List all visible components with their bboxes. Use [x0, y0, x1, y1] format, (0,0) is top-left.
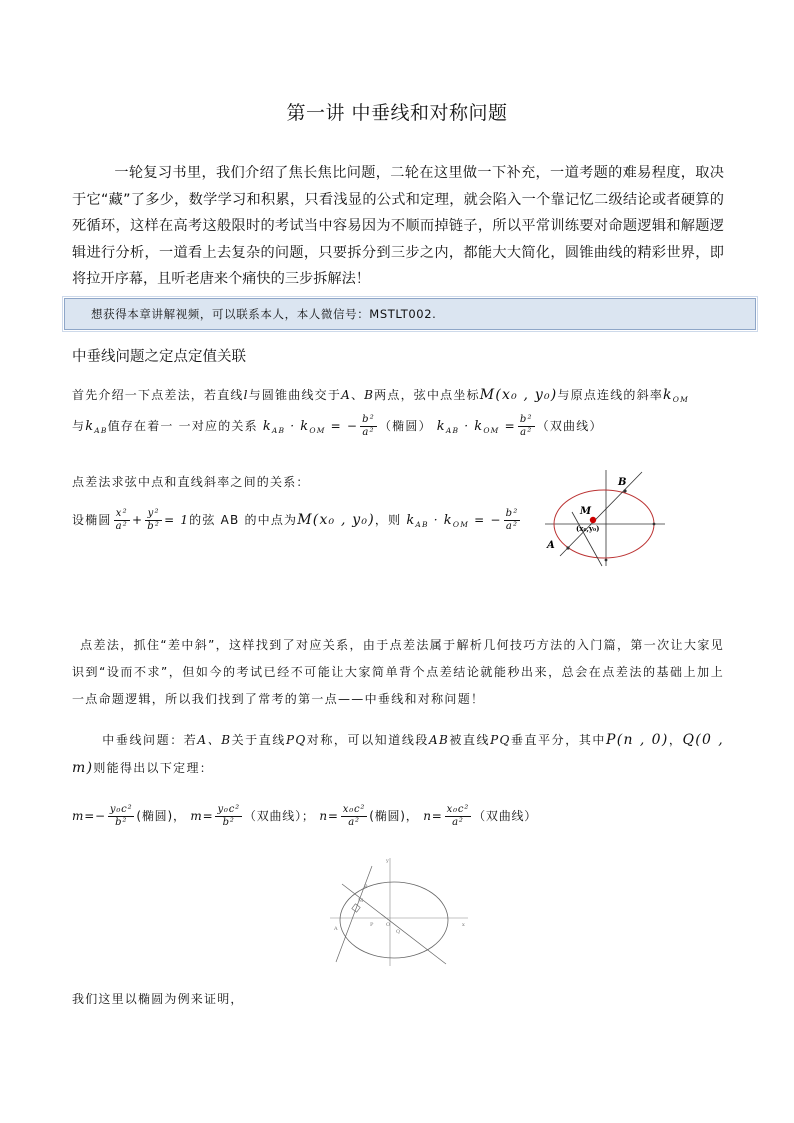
label-q: Q — [396, 929, 401, 935]
fraction — [215, 804, 241, 829]
text: 、 — [350, 388, 365, 402]
slope-symbol: k — [85, 419, 95, 434]
text: 则能得出以下定理： — [93, 761, 214, 775]
var-m: m — [190, 809, 203, 823]
page-title: 第一讲 中垂线和对称问题 — [286, 102, 508, 124]
ellipse — [340, 882, 448, 958]
label-m: M — [580, 506, 592, 517]
denominator: a² — [452, 817, 464, 828]
point-b-dot — [623, 489, 626, 492]
slope-symbol: k — [300, 419, 310, 434]
perpendicular-bisector-paragraph — [72, 726, 724, 782]
subscript: AB — [415, 520, 429, 529]
text: （椭圆） — [378, 419, 432, 433]
equals: = — [504, 419, 516, 433]
axis-dot — [653, 523, 656, 526]
line-pq: PQ — [490, 733, 511, 747]
numerator: x² — [114, 508, 130, 521]
subscript: OM — [672, 395, 689, 404]
numerator: b² — [519, 414, 533, 425]
intro-text: 一轮复习书里，我们介绍了焦长焦比问题，二轮在这里做一下补充，一道考题的难易程度，取决于它“藏”了多少，数学学习和积累，只看浅显的公式和定理，就会陷入一个靠记忆二级结论或者硬算的死循环，这样在高考这般限时的考试当中容易因为不顺而掉链子，所以平常训练要对命题逻辑和解题逻辑进行分析，一道看上去复杂的问题，只要拆分到三步之内，都能大大简化，圆锥曲线的精彩世界，即将拉开序幕，且听老唐来个痛快的三步拆解法！ — [72, 165, 724, 287]
denominator: a² — [362, 427, 375, 438]
label-a: A — [547, 540, 555, 551]
numerator: b² — [362, 414, 375, 425]
segment-ab: AB — [429, 733, 450, 747]
text: 关于直线 — [231, 733, 286, 747]
var-m: m — [72, 809, 85, 823]
midpoint-m — [590, 517, 596, 523]
text: 被直线 — [449, 733, 491, 747]
subscript: AB — [94, 426, 108, 435]
text: 首先介绍一下点差法，若直线 — [72, 388, 244, 402]
subscript: AB — [271, 426, 286, 435]
line-pq: PQ — [285, 733, 307, 747]
text: (椭圆) — [136, 809, 173, 823]
contact-notice: 想获得本章讲解视频，可以联系本人，本人微信号：MSTLT002. — [64, 298, 756, 330]
text: ， — [172, 809, 186, 823]
subscript: OM — [309, 426, 326, 435]
point-p: P(n , 0) — [606, 732, 669, 748]
fraction — [341, 804, 367, 829]
text: （双曲线） — [536, 419, 603, 433]
label-p: P — [370, 922, 374, 928]
text: 与原点连线的斜率 — [557, 388, 664, 402]
line-symbol: l — [243, 388, 249, 402]
label-coord: (x₀,y₀) — [576, 524, 600, 533]
fraction — [445, 804, 471, 829]
numerator: x₀c² — [446, 804, 470, 815]
theorem-formulas — [72, 804, 537, 829]
numerator: y₀c² — [217, 804, 240, 815]
text: 设椭圆 — [72, 513, 112, 527]
equals-one: = 1 — [164, 513, 190, 527]
text: ，则 — [374, 513, 402, 527]
label-b: B — [364, 884, 368, 890]
fraction — [108, 804, 134, 829]
text: 值存在着一 一对应的关系 — [107, 419, 258, 433]
var-n: n — [423, 809, 432, 823]
numerator: b² — [505, 508, 519, 519]
text: ， — [405, 809, 419, 823]
text: 点差法，抓住“差中斜”，这样找到了对应关系，由于点差法属于解析几何技巧方法的入门篇，第一次让大家见识到“设而不求”，但如今的考试已经不可能让大家简单背个点差结论就能秒出来，总会在点差法的基础上加上一点命题逻辑，所以我们找到了常考的第一点——中垂线和对称问题！ — [72, 638, 724, 706]
text: 与圆锥曲线交于 — [248, 388, 342, 402]
text: 中垂线问题：若 — [102, 733, 198, 747]
section-heading: 中垂线问题之定点定值关联 — [72, 349, 246, 365]
slope-symbol: k — [262, 419, 272, 434]
var-n: n — [319, 809, 328, 823]
denominator: a² — [505, 521, 519, 532]
slope-symbol: k — [474, 419, 484, 434]
proof-intro: 我们这里以椭圆为例来证明， — [72, 992, 244, 1006]
numerator: y₀c² — [109, 804, 133, 815]
numerator: y² — [145, 508, 162, 521]
point-difference-paragraph — [72, 632, 724, 713]
label-m: M — [358, 898, 364, 904]
denominator: a² — [520, 427, 533, 438]
text: ， — [668, 733, 683, 747]
text: （双曲线） — [243, 809, 302, 823]
label-b: B — [618, 477, 627, 488]
label-o: O — [386, 922, 391, 928]
text: (椭圆) — [369, 809, 406, 823]
plus: + — [131, 513, 144, 527]
intro-paragraph — [72, 160, 724, 293]
fraction — [360, 414, 377, 439]
ellipse-statement: 设椭圆 $\frac{\text{x²}}{\text{a²}}$ + $\frac{\text{y²}}{\text{b²}}$ = 1的弦 AB 的中点为M(x₀ , y₀)，则 $k_{AB} \cdot k_{OM}$ = − $\frac{\text{b²}}{\text{a²}}$ — [72, 508, 519, 532]
fraction — [145, 508, 162, 533]
line-pq — [342, 884, 446, 964]
text: ； — [301, 809, 315, 823]
fraction — [504, 508, 521, 533]
slope-relation: 与$k_{AB}$值存在着一 一对应的关系 $k_{AB} \cdot k_{OM}$ = − $\frac{\text{b²}}{\text{a²}}$ （椭圆） $k_{AB} \cdot k_{OM}$ = $\frac{\text{b²}}{\text{a²}}$ （双曲线） — [72, 414, 603, 438]
point-b: B — [364, 388, 375, 402]
denominator: a² — [115, 521, 128, 532]
numerator: x₀c² — [342, 804, 366, 815]
text: 垂直平分，其中 — [510, 733, 607, 747]
text: （双曲线） — [473, 809, 538, 823]
text: 的弦 AB 的中点为 — [189, 513, 298, 527]
chord-ab — [560, 472, 642, 556]
subscript: OM — [483, 426, 500, 435]
point-difference-intro — [72, 386, 732, 404]
denominator: b² — [147, 521, 161, 532]
points-ab: A、B — [197, 733, 232, 747]
point-a: A — [341, 388, 351, 402]
label-y: y — [386, 858, 389, 864]
label-x: x — [462, 922, 465, 928]
minus: − — [95, 809, 106, 823]
equals: = — [431, 809, 443, 823]
subscript: AB — [445, 426, 460, 435]
chord-ab — [336, 866, 372, 962]
slope-symbol: k — [663, 387, 673, 403]
denominator: b² — [115, 817, 128, 828]
denominator: a² — [348, 817, 360, 828]
equals: = — [84, 809, 96, 823]
point-a-dot — [566, 546, 569, 549]
fraction — [518, 414, 535, 439]
equals-minus: = − — [474, 513, 502, 527]
denominator: b² — [222, 817, 235, 828]
equals: = — [327, 809, 339, 823]
slope-symbol: k — [436, 419, 446, 434]
equals: = — [202, 809, 214, 823]
point-q: Q(0 , m) — [72, 732, 725, 776]
section-subtitle: 点差法求弦中点和直线斜率之间的关系： — [72, 475, 310, 489]
label-a: A — [334, 926, 338, 932]
slope-symbol: k — [406, 513, 416, 528]
fraction — [114, 508, 130, 533]
text: 两点，弦中点坐标 — [374, 388, 480, 402]
perpendicular-bisector-figure — [326, 854, 472, 970]
midpoint-coord: M(x₀ , y₀) — [297, 512, 375, 528]
text: 对称，可以知道线段 — [306, 733, 429, 747]
axis-dot — [605, 559, 608, 562]
slope-symbol: k — [443, 513, 453, 528]
ellipse-chord-figure — [540, 468, 670, 568]
equals-minus: = − — [330, 419, 359, 433]
subscript: OM — [452, 520, 470, 529]
midpoint-coord: M(x₀ , y₀) — [479, 387, 558, 403]
text: 与 — [72, 419, 86, 433]
